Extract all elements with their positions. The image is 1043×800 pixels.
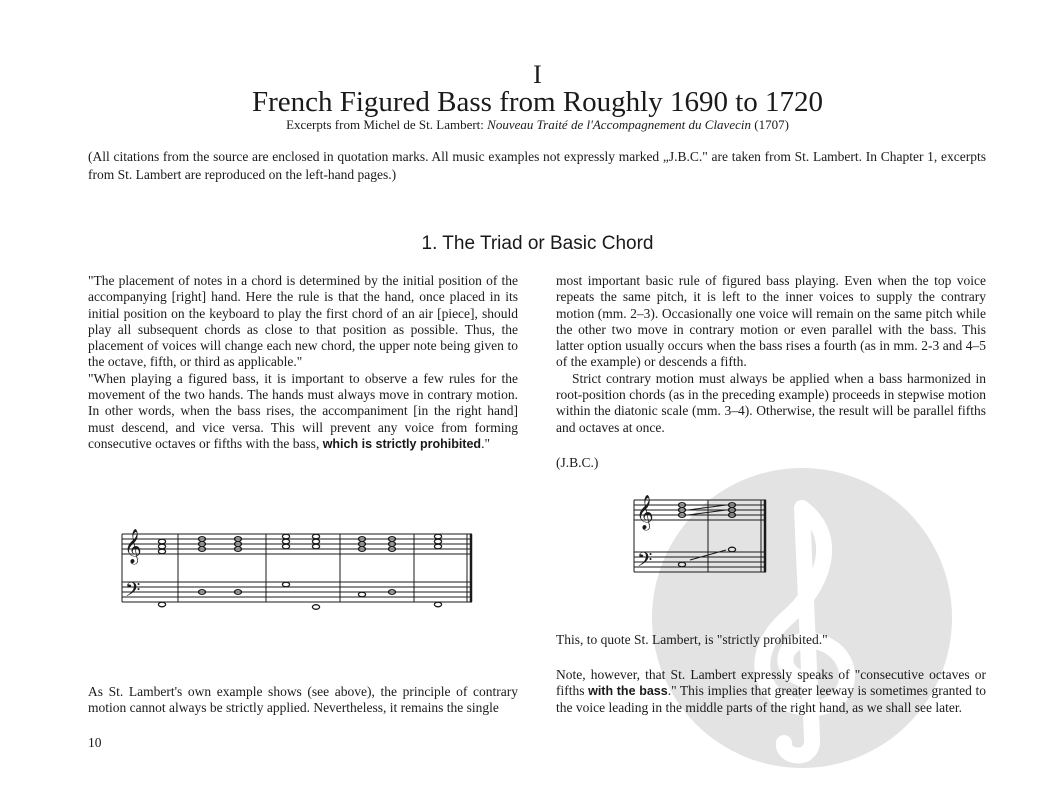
right-note (556, 667, 986, 716)
intro-note: (All citations from the source are enclosed in quotation marks. All music examples not expressly marked „J.B.C." are taken from St. Lambert. In Chapter 1, excerpts from St. Lambert are reproduced on the left-hand pages.) (88, 149, 986, 182)
left-p2-end: ." (481, 435, 490, 451)
left-paragraph-2 (88, 371, 518, 452)
right-note-bold: with the bass (588, 684, 668, 699)
section-heading: 1. The Triad or Basic Chord (421, 233, 654, 254)
treble-staff-right (634, 500, 766, 520)
bass-staff (122, 582, 472, 602)
left-column-bottom (88, 684, 518, 717)
treble-clef-icon: 𝄞 (636, 495, 654, 530)
subtitle-work: Nouveau Traité de l'Accompagnement du Clavecin (487, 117, 751, 132)
right-column (556, 273, 986, 436)
chapter-subtitle (0, 117, 1043, 133)
left-p2-text: "When playing a figured bass, it is important to observe a few rules for the movement of the two hands. The hands must always move in contrary motion. In other words, when the bass rises, the accompaniment [in the right hand] must descend, and vice versa. This will prevent any voice from forming consecutive octaves or fifths with the bass, (88, 370, 518, 451)
jbc-label: (J.B.C.) (556, 455, 599, 470)
page-number: 10 (88, 735, 102, 750)
left-column (88, 273, 518, 452)
bass-notes (158, 582, 441, 609)
right-quote: This, to quote St. Lambert, is "strictly prohibited." (556, 632, 828, 647)
left-paragraph-1: "The placement of notes in a chord is determined by the initial position of the accompanying [right] hand. Here the rule is that the hand, once placed in its initial position on the keyboard to play the first chord of an air [piece], should play all subsequent chords as close to that position as possible. Thus, the placement of voices will change each new chord, the upper note being given to the octave, fifth, or third as applicable." (88, 273, 518, 370)
left-p2-bold: which is strictly prohibited (322, 436, 482, 451)
treble-clef-icon: 𝄞 (124, 529, 142, 564)
right-note-pre: Note, however, that St. Lambert expressly speaks of "consecutive octaves or fifths (556, 667, 986, 699)
chapter-number: I (533, 60, 542, 89)
bass-clef-icon: 𝄢 (637, 548, 653, 576)
right-paragraph-2: Strict contrary motion must always be applied when a bass harmonized in root-position chords (as in the preceding example) proceeds in stepwise motion within the diatonic scale (mm. 3–4). Otherwise, the result will be parallel fifths and octaves at once. (556, 370, 986, 435)
subtitle-prefix: Excerpts from Michel de St. Lambert: (286, 117, 488, 132)
right-note-post: ." This implies that greater leeway is sometimes granted to the voice leading in the middle parts of the right hand, as we shall see later. (556, 683, 987, 715)
music-example-left (120, 524, 476, 610)
right-note-paragraph (556, 667, 986, 716)
chapter-title: French Figured Bass from Roughly 1690 to 1720 (251, 86, 824, 118)
left-bottom-paragraph: As St. Lambert's own example shows (see above), the principle of contrary motion cannot always be strictly applied. Nevertheless, it remains the single (88, 684, 518, 716)
subtitle-year: (1707) (750, 117, 789, 132)
right-paragraph-1: most important basic rule of figured bass playing. Even when the top voice repeats the same pitch, it is left to the inner voices to supply the contrary motion (mm. 2–3). Occasionally one voice will remain on the same pitch while the other two move in contrary motion or even parallel with the bass. This latter option usually occurs when the bass rises a fourth (as in mm. 2-3 and 4–5 of the example) or descends a fifth. (556, 273, 986, 370)
bass-staff-right (634, 552, 766, 572)
treble-staff (122, 534, 472, 554)
bass-clef-icon: 𝄢 (125, 578, 141, 606)
music-example-right (632, 488, 772, 584)
